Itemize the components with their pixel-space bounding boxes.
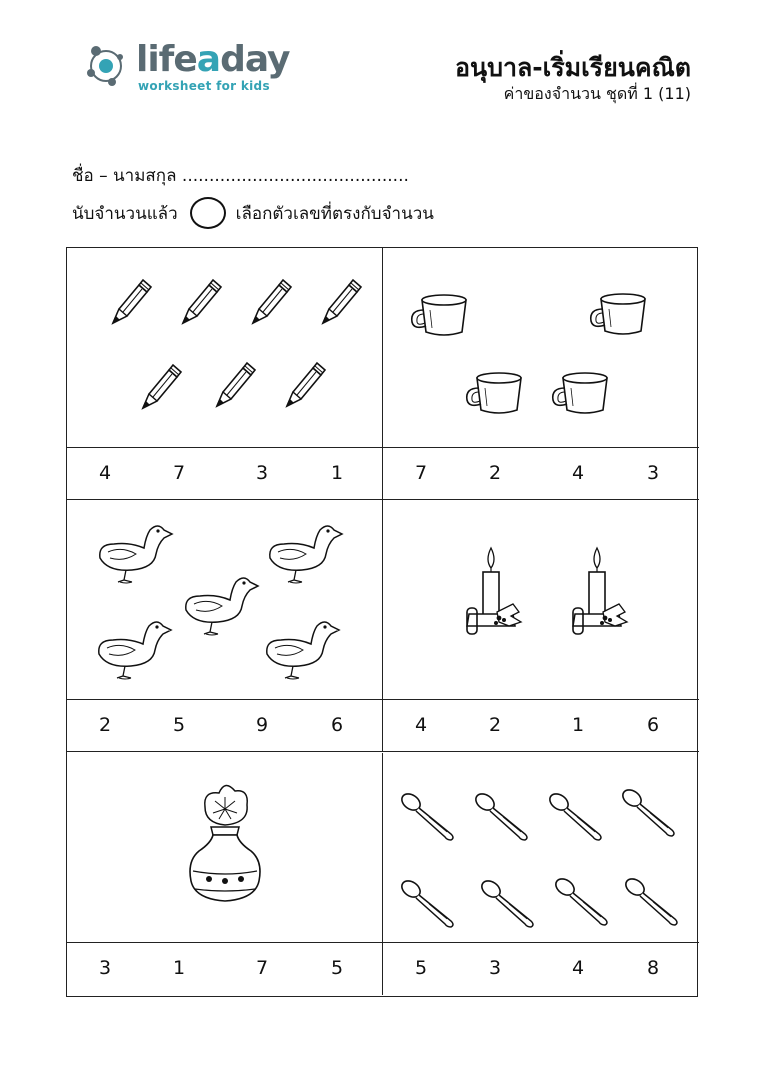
choice-number[interactable]: 5 bbox=[414, 957, 428, 979]
choice-number[interactable]: 3 bbox=[98, 957, 112, 979]
pencil-icon bbox=[253, 280, 291, 323]
cup-icon bbox=[467, 373, 521, 413]
duck-icon bbox=[270, 526, 342, 583]
cup-icon bbox=[553, 373, 607, 413]
spoon-icon bbox=[623, 876, 677, 925]
choice-number[interactable]: 2 bbox=[488, 462, 502, 484]
choice-number[interactable]: 3 bbox=[488, 957, 502, 979]
choice-number[interactable]: 1 bbox=[172, 957, 186, 979]
choice-number[interactable]: 1 bbox=[571, 714, 585, 736]
choice-number[interactable]: 5 bbox=[330, 957, 344, 979]
choice-number[interactable]: 4 bbox=[98, 462, 112, 484]
instruction bbox=[72, 198, 434, 228]
cup-icon bbox=[591, 294, 645, 334]
pencil-icon bbox=[323, 280, 361, 323]
instruction-before: นับจำนวนแล้ว bbox=[72, 203, 178, 224]
cup-icon bbox=[412, 295, 466, 335]
spoon-icon bbox=[553, 876, 607, 925]
choice-number[interactable]: 7 bbox=[414, 462, 428, 484]
spoon-icon bbox=[479, 878, 533, 927]
choice-number[interactable]: 7 bbox=[172, 462, 186, 484]
answer-circle-icon bbox=[190, 197, 226, 229]
duck-icon bbox=[99, 622, 171, 679]
logo-wordmark: lifeaday bbox=[136, 39, 290, 80]
choice-number[interactable]: 3 bbox=[646, 462, 660, 484]
picture-layer bbox=[67, 248, 699, 998]
spoon-icon bbox=[399, 791, 453, 840]
problem-grid bbox=[66, 247, 698, 997]
candle-icon bbox=[573, 548, 627, 634]
choice-number[interactable]: 1 bbox=[330, 462, 344, 484]
choice-number[interactable]: 4 bbox=[571, 957, 585, 979]
candle-icon bbox=[467, 548, 521, 634]
spoon-icon bbox=[473, 791, 527, 840]
duck-icon bbox=[100, 526, 172, 583]
vase-icon bbox=[190, 785, 260, 901]
spoon-icon bbox=[547, 791, 601, 840]
choice-number[interactable]: 4 bbox=[414, 714, 428, 736]
duck-icon bbox=[267, 622, 339, 679]
choice-number[interactable]: 5 bbox=[172, 714, 186, 736]
logo bbox=[82, 38, 290, 98]
logo-tagline: worksheet for kids bbox=[138, 79, 270, 93]
choice-number[interactable]: 9 bbox=[255, 714, 269, 736]
pencil-icon bbox=[183, 280, 221, 323]
name-line: ชื่อ – นามสกุล .......................................... bbox=[72, 166, 409, 186]
spoon-icon bbox=[399, 878, 453, 927]
choice-number[interactable]: 2 bbox=[98, 714, 112, 736]
pencil-icon bbox=[143, 365, 181, 408]
choice-number[interactable]: 8 bbox=[646, 957, 660, 979]
choice-number[interactable]: 6 bbox=[330, 714, 344, 736]
choice-number[interactable]: 2 bbox=[488, 714, 502, 736]
choice-number[interactable]: 6 bbox=[646, 714, 660, 736]
choice-number[interactable]: 3 bbox=[255, 462, 269, 484]
instruction-after: เลือกตัวเลขที่ตรงกับจำนวน bbox=[235, 203, 434, 224]
logo-mark-icon bbox=[82, 40, 132, 90]
choice-number[interactable]: 4 bbox=[571, 462, 585, 484]
pencil-icon bbox=[287, 363, 325, 406]
worksheet-subtitle: ค่าของจำนวน ชุดที่ 1 (11) bbox=[503, 84, 691, 103]
pencil-icon bbox=[217, 363, 255, 406]
worksheet-title: อนุบาล-เริ่มเรียนคณิต bbox=[454, 53, 691, 82]
pencil-icon bbox=[113, 280, 151, 323]
spoon-icon bbox=[620, 787, 674, 836]
choice-number[interactable]: 7 bbox=[255, 957, 269, 979]
duck-icon bbox=[186, 578, 258, 635]
